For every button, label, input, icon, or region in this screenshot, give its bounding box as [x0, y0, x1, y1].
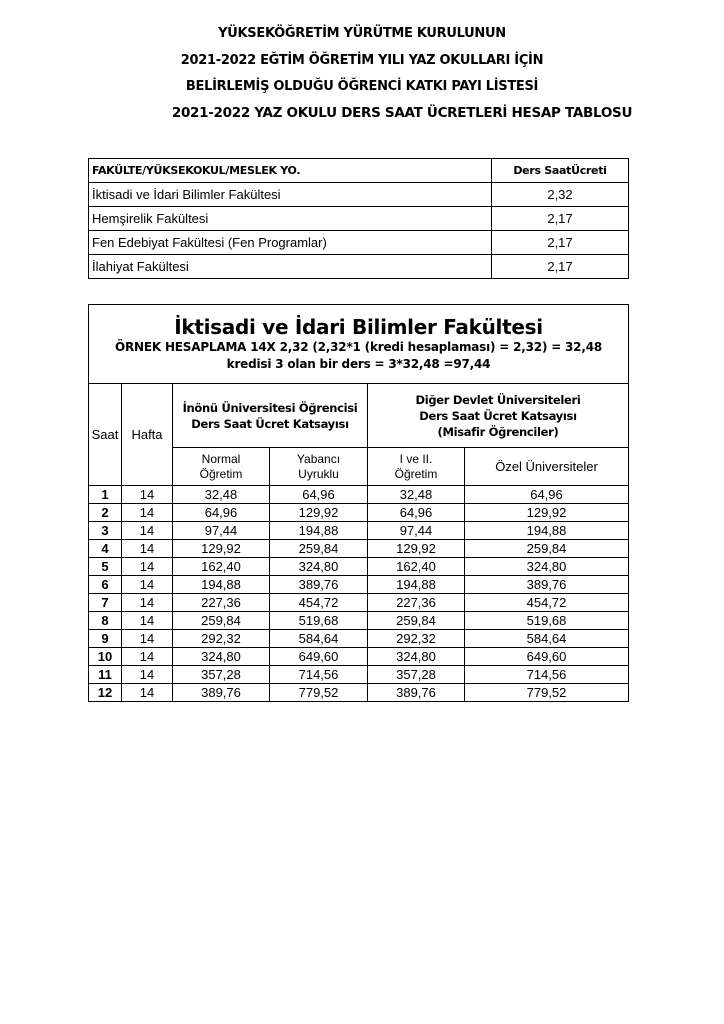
- hafta-cell: 14: [122, 630, 173, 648]
- ozel-universiteler-cell: 194,88: [465, 522, 629, 540]
- i-ve-ii-ogretim-cell: 32,48: [368, 486, 465, 504]
- table-row: [89, 684, 629, 702]
- inonu-group-header: İnönü Üniversitesi Öğrencisi Ders Saat Ücret Katsayısı: [173, 384, 368, 448]
- table-row: [89, 540, 629, 558]
- faculty-fee-table: [88, 158, 629, 279]
- table-row: [89, 231, 629, 255]
- saat-cell: 11: [89, 666, 122, 684]
- normal-ogretim-cell: 162,40: [173, 558, 270, 576]
- i-ve-ii-ogretim-cell: 64,96: [368, 504, 465, 522]
- saat-header: Saat: [89, 384, 122, 486]
- faculty-name-cell: İlahiyat Fakültesi: [89, 255, 492, 279]
- hafta-cell: 14: [122, 486, 173, 504]
- normal-ogretim-cell: 64,96: [173, 504, 270, 522]
- table-row: [89, 630, 629, 648]
- table-row: [89, 522, 629, 540]
- saat-cell: 9: [89, 630, 122, 648]
- fee-value-cell: 2,17: [492, 207, 629, 231]
- fee-value-cell: 2,32: [492, 183, 629, 207]
- i-ve-ii-ogretim-cell: 324,80: [368, 648, 465, 666]
- yabanci-uyruklu-cell: 779,52: [270, 684, 368, 702]
- table-row: [89, 576, 629, 594]
- table-row: [89, 648, 629, 666]
- calc-title-row: [89, 305, 629, 384]
- saat-cell: 1: [89, 486, 122, 504]
- table-row: [89, 612, 629, 630]
- ozel-universiteler-cell: 324,80: [465, 558, 629, 576]
- i-ve-ii-ogretim-cell: 389,76: [368, 684, 465, 702]
- table-row: [89, 594, 629, 612]
- calc-group-header-row: [89, 384, 629, 448]
- i-ve-ii-ogretim-cell: 194,88: [368, 576, 465, 594]
- faculty-name-cell: Fen Edebiyat Fakültesi (Fen Programlar): [89, 231, 492, 255]
- table-row: [89, 183, 629, 207]
- yabanci-uyruklu-cell: 64,96: [270, 486, 368, 504]
- calc-title-cell: [89, 305, 629, 384]
- hafta-cell: 14: [122, 666, 173, 684]
- i-ve-ii-ogretim-cell: 97,44: [368, 522, 465, 540]
- ozel-universiteler-cell: 714,56: [465, 666, 629, 684]
- normal-ogretim-cell: 389,76: [173, 684, 270, 702]
- table-row: [89, 207, 629, 231]
- ozel-universiteler-header: Özel Üniversiteler: [465, 448, 629, 486]
- hafta-cell: 14: [122, 540, 173, 558]
- table-row: [89, 486, 629, 504]
- hafta-cell: 14: [122, 558, 173, 576]
- example-credit-calculation: kredisi 3 olan bir ders = 3*32,48 =97,44: [226, 357, 491, 371]
- faculty-column-header: FAKÜLTE/YÜKSEKOKUL/MESLEK YO.: [89, 159, 492, 183]
- i-ve-ii-ogretim-cell: 129,92: [368, 540, 465, 558]
- fee-value-cell: 2,17: [492, 231, 629, 255]
- saat-cell: 5: [89, 558, 122, 576]
- calc-title: İktisadi ve İdari Bilimler Fakültesi: [174, 315, 543, 339]
- yabanci-uyruklu-cell: 129,92: [270, 504, 368, 522]
- i-ve-ii-ogretim-cell: 292,32: [368, 630, 465, 648]
- faculty-table-header-row: [89, 159, 629, 183]
- faculty-name-cell: Hemşirelik Fakültesi: [89, 207, 492, 231]
- ozel-universiteler-cell: 454,72: [465, 594, 629, 612]
- saat-cell: 3: [89, 522, 122, 540]
- i-ve-ii-ogretim-cell: 259,84: [368, 612, 465, 630]
- hafta-header: Hafta: [122, 384, 173, 486]
- yabanci-uyruklu-cell: 259,84: [270, 540, 368, 558]
- hafta-cell: 14: [122, 522, 173, 540]
- table-row: [89, 504, 629, 522]
- normal-ogretim-cell: 227,36: [173, 594, 270, 612]
- i-ve-ii-ogretim-cell: 357,28: [368, 666, 465, 684]
- hafta-cell: 14: [122, 648, 173, 666]
- saat-cell: 7: [89, 594, 122, 612]
- i-ve-ii-ogretim-cell: 162,40: [368, 558, 465, 576]
- yabanci-uyruklu-header: Yabancı Uyruklu: [270, 448, 368, 486]
- yabanci-uyruklu-cell: 714,56: [270, 666, 368, 684]
- hafta-cell: 14: [122, 612, 173, 630]
- yabanci-uyruklu-cell: 194,88: [270, 522, 368, 540]
- yabanci-uyruklu-cell: 649,60: [270, 648, 368, 666]
- other-universities-group-header: Diğer Devlet Üniversiteleri Ders Saat Ücret Katsayısı (Misafir Öğrenciler): [368, 384, 629, 448]
- ozel-universiteler-cell: 519,68: [465, 612, 629, 630]
- example-calculation: ÖRNEK HESAPLAMA 14X 2,32 (2,32*1 (kredi hesaplaması) = 2,32) = 32,48: [114, 340, 602, 354]
- saat-cell: 2: [89, 504, 122, 522]
- normal-ogretim-cell: 292,32: [173, 630, 270, 648]
- yabanci-uyruklu-cell: 324,80: [270, 558, 368, 576]
- normal-ogretim-cell: 259,84: [173, 612, 270, 630]
- i-ve-ii-ogretim-header: I ve II. Öğretim: [368, 448, 465, 486]
- yabanci-uyruklu-cell: 584,64: [270, 630, 368, 648]
- saat-cell: 8: [89, 612, 122, 630]
- fee-calculation-table: [88, 304, 629, 702]
- fee-value-cell: 2,17: [492, 255, 629, 279]
- table-row: [89, 666, 629, 684]
- normal-ogretim-cell: 357,28: [173, 666, 270, 684]
- yabanci-uyruklu-cell: 389,76: [270, 576, 368, 594]
- normal-ogretim-cell: 129,92: [173, 540, 270, 558]
- normal-ogretim-cell: 194,88: [173, 576, 270, 594]
- hafta-cell: 14: [122, 576, 173, 594]
- yabanci-uyruklu-cell: 454,72: [270, 594, 368, 612]
- table-row: [89, 558, 629, 576]
- ozel-universiteler-cell: 649,60: [465, 648, 629, 666]
- saat-cell: 12: [89, 684, 122, 702]
- ozel-universiteler-cell: 64,96: [465, 486, 629, 504]
- header-line-4: 2021-2022 YAZ OKULU DERS SAAT ÜCRETLERİ HESAP TABLOSU: [171, 105, 633, 121]
- ozel-universiteler-cell: 129,92: [465, 504, 629, 522]
- table-row: [89, 255, 629, 279]
- saat-cell: 10: [89, 648, 122, 666]
- header-line-3: BELİRLEMİŞ OLDUĞU ÖĞRENCİ KATKI PAYI LİSTESİ: [185, 79, 539, 94]
- fee-column-header: Ders SaatÜcreti: [492, 159, 629, 183]
- normal-ogretim-cell: 32,48: [173, 486, 270, 504]
- hafta-cell: 14: [122, 684, 173, 702]
- ozel-universiteler-cell: 259,84: [465, 540, 629, 558]
- hafta-cell: 14: [122, 504, 173, 522]
- header-line-1: YÜKSEKÖĞRETİM YÜRÜTME KURULUNUN: [218, 26, 506, 41]
- saat-cell: 4: [89, 540, 122, 558]
- normal-ogretim-cell: 97,44: [173, 522, 270, 540]
- ozel-universiteler-cell: 779,52: [465, 684, 629, 702]
- ozel-universiteler-cell: 584,64: [465, 630, 629, 648]
- normal-ogretim-cell: 324,80: [173, 648, 270, 666]
- header-line-2: 2021-2022 EĞTİM ÖĞRETİM YILI YAZ OKULLARI İÇİN: [180, 53, 544, 68]
- yabanci-uyruklu-cell: 519,68: [270, 612, 368, 630]
- saat-cell: 6: [89, 576, 122, 594]
- i-ve-ii-ogretim-cell: 227,36: [368, 594, 465, 612]
- faculty-name-cell: İktisadi ve İdari Bilimler Fakültesi: [89, 183, 492, 207]
- ozel-universiteler-cell: 389,76: [465, 576, 629, 594]
- hafta-cell: 14: [122, 594, 173, 612]
- normal-ogretim-header: Normal Öğretim: [173, 448, 270, 486]
